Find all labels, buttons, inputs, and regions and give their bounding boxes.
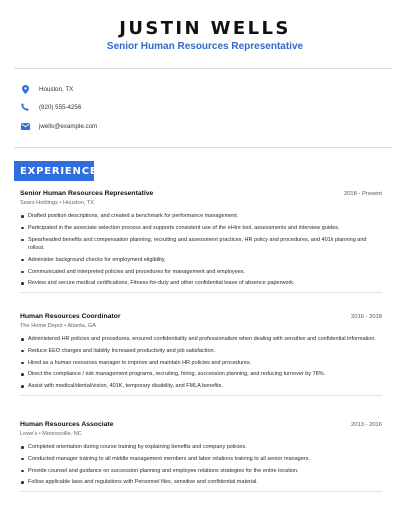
phone-link[interactable]: (920) 555-4256	[39, 103, 82, 111]
list-item: Direct the compliance / risk management programs, recruiting, hiring, succession planning, and reducing turnover by 78%.	[20, 370, 382, 379]
list-item: Participated in the associate selection process and supports consistent use of the eHire tool, assessments and interview guides.	[20, 224, 382, 233]
list-item: Provide counsel and guidance on succession planning and employee relations strategies for the entire location.	[20, 467, 382, 476]
list-item: Hired as a human resources manager to improve and maintain HR policies and procedures.	[20, 359, 382, 368]
job-bullets	[20, 212, 382, 288]
list-item: Review and secure medical certifications, Fitness-for-duty and other confidential leave of absence paperwork.	[20, 279, 382, 288]
job-entry	[20, 190, 382, 293]
candidate-title: Senior Human Resources Representative	[106, 41, 304, 52]
job-bullets	[20, 443, 382, 487]
job-bullets	[20, 335, 382, 391]
list-item: Administered HR policies and procedures, ensured confidentiality and professionalism when dealing with sensitive and confidential information.	[20, 335, 382, 344]
list-item: Conducted manager training to all middle management members and labor relations training to all senior managers.	[20, 455, 382, 464]
job-divider	[20, 491, 382, 492]
job-title: Senior Human Resources Representative	[20, 190, 154, 197]
map-pin-icon	[20, 84, 30, 94]
list-item: Assist with medical/dental/vision, 401K, temporary disability, and FMLA benefits.	[20, 382, 382, 391]
header-divider	[14, 68, 392, 69]
list-item: Follow applicable laws and regulations with Personnel files, sensitive and confidential material.	[20, 478, 382, 487]
list-item: Administer background checks for employment eligibility.	[20, 256, 382, 265]
contact-phone	[20, 102, 81, 112]
job-dates: 2018 - Present	[343, 191, 382, 197]
envelope-icon	[20, 121, 30, 131]
list-item: Spearheaded benefits and compensation planning, recruiting and assessment practices, HR policy and procedures, and 401k planning and rollout.	[20, 236, 382, 253]
job-title: Human Resources Coordinator	[20, 313, 121, 320]
job-divider	[20, 292, 382, 293]
contact-divider	[14, 147, 392, 148]
job-entry	[20, 421, 382, 492]
list-item: Completed orientation during course training by explaining benefits and company policies.	[20, 443, 382, 452]
contact-email	[20, 121, 97, 131]
job-company: Lowe's • Mooresville, NC	[20, 431, 82, 437]
job-company: The Home Depot • Atlanta, GA	[20, 323, 96, 329]
candidate-name: JUSTIN WELLS	[119, 18, 291, 39]
list-item: Communicated and interpreted policies and procedures for management and employees.	[20, 268, 382, 277]
phone-icon	[20, 102, 30, 112]
location-text: Houston, TX	[39, 85, 74, 93]
contact-location	[20, 84, 73, 94]
job-title: Human Resources Associate	[20, 421, 114, 428]
email-link[interactable]: jwells@example.com	[39, 122, 98, 130]
job-dates: 2016 - 2018	[351, 314, 382, 320]
job-entry	[20, 313, 382, 396]
job-divider	[20, 395, 382, 396]
experience-heading: EXPERIENCE	[14, 161, 94, 181]
job-dates: 2013 - 2016	[351, 422, 382, 428]
job-company: Sears Holdings • Houston, TX	[20, 200, 94, 206]
list-item: Reduce EEO charges and liability Increased productivity and job satisfaction.	[20, 347, 382, 356]
list-item: Drafted position descriptions, and created a benchmark for performance management.	[20, 212, 382, 221]
